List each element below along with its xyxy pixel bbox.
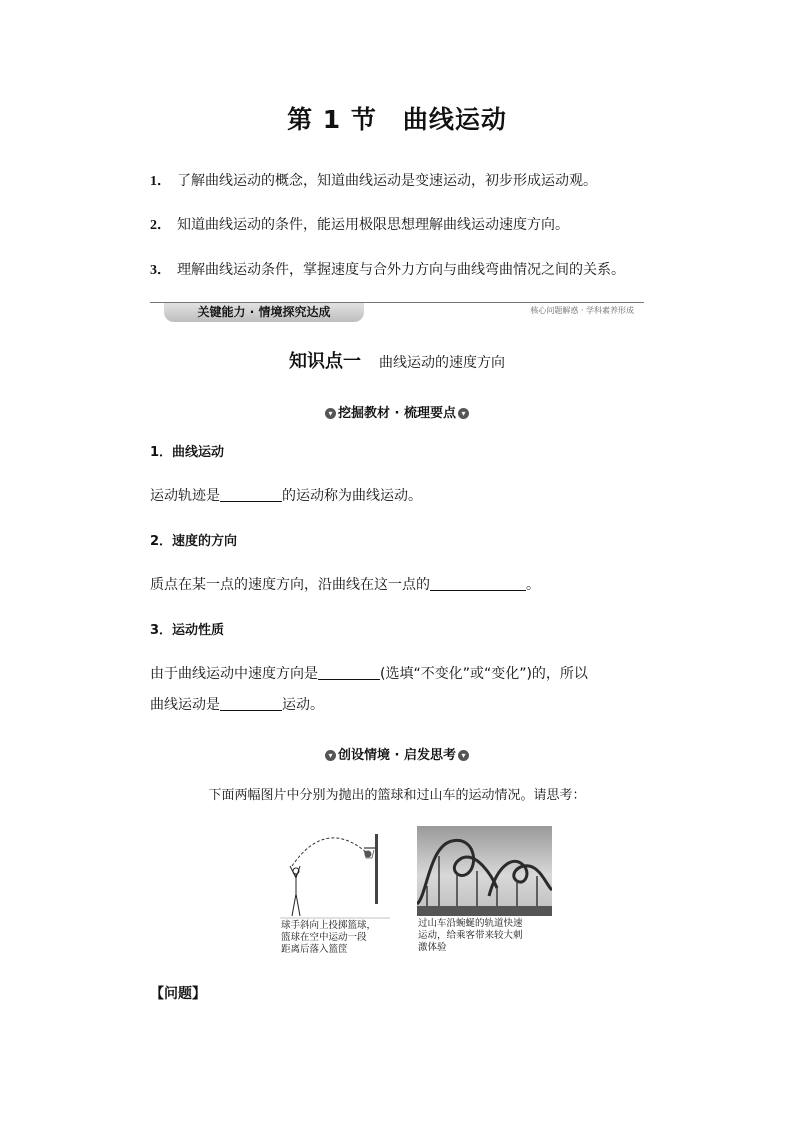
roller-coaster-photo [417, 826, 552, 916]
answer-blank[interactable] [318, 665, 380, 680]
fill-line-3a: 由于曲线运动中速度方向是 (选填“不变化”或“变化”)的，所以 [150, 666, 588, 682]
section-title-1: 1．曲线运动 [150, 445, 225, 460]
roller-coaster-caption: 过山车沿蜿蜒的轨道快速 运动，给乘客带来较大刺 激体验 [418, 918, 523, 953]
page-title: 第 1 节 曲线运动 [287, 105, 507, 134]
learning-goal: 3． 理解曲线运动条件，掌握速度与合外力方向与曲线弯曲情况之间的关系。 [150, 262, 625, 278]
banner-tab-label: 关键能力 · 情境探究达成 [164, 303, 364, 322]
scenario-intro: 下面两幅图片中分别为抛出的篮球和过山车的运动情况。请思考： [208, 788, 586, 803]
knowledge-point-title [0, 347, 794, 373]
fill-line-2: 质点在某一点的速度方向，沿曲线在这一点的 。 [150, 577, 540, 593]
answer-blank[interactable] [220, 696, 282, 711]
chevron-down-icon: ▾ [325, 408, 336, 419]
knowledge-point-head: 知识点一 [289, 351, 361, 372]
basketball-caption: 球手斜向上投掷篮球， 篮球在空中运动一段 距离后落入篮筐 [281, 920, 377, 955]
fill-line-1: 运动轨迹是 的运动称为曲线运动。 [150, 488, 422, 504]
chevron-down-icon: ▾ [458, 408, 469, 419]
chevron-down-icon: ▾ [458, 750, 469, 761]
answer-blank[interactable] [430, 576, 526, 591]
sub-banner-textbook: ▾ 挖掘教材 · 梳理要点 ▾ [0, 402, 794, 421]
knowledge-point-sub: 曲线运动的速度方向 [379, 355, 505, 371]
sub-banner-scenario: ▾ 创设情境 · 启发思考 ▾ [0, 744, 794, 763]
section-title-2: 2．速度的方向 [150, 534, 238, 549]
learning-goal: 1． 了解曲线运动的概念，知道曲线运动是变速运动，初步形成运动观。 [150, 173, 597, 189]
chevron-down-icon: ▾ [325, 750, 336, 761]
problem-heading: 【问题】 [150, 986, 206, 1002]
learning-goal: 2． 知道曲线运动的条件，能运用极限思想理解曲线运动速度方向。 [150, 217, 569, 233]
answer-blank[interactable] [220, 487, 282, 502]
banner-right-label: 核心问题解惑 · 学科素养形成 [530, 306, 634, 315]
fill-line-3b: 曲线运动是 运动。 [150, 697, 324, 713]
section-banner [150, 300, 644, 324]
basketball-illustration [280, 826, 390, 921]
section-title-3: 3．运动性质 [150, 623, 225, 638]
